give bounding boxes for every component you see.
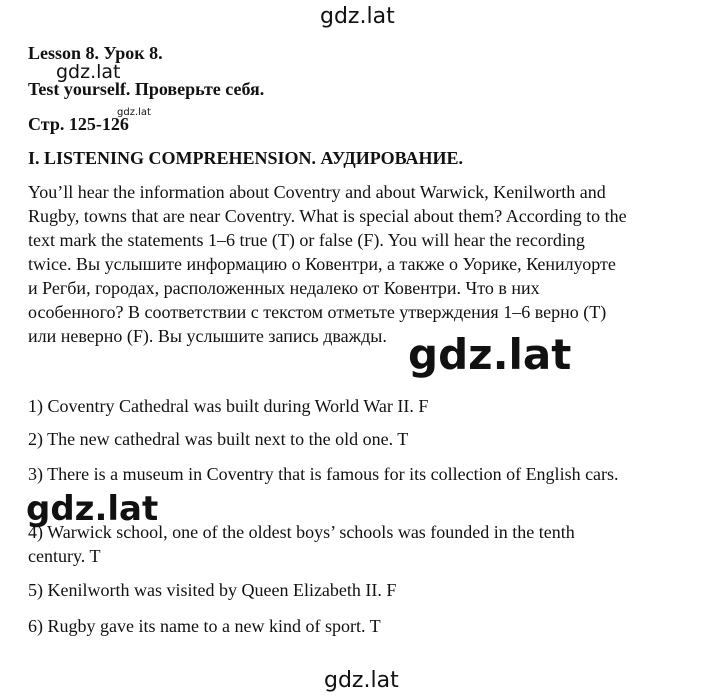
instructions-line: Rugby, towns that are near Coventry. What is special about them? According to the — [28, 206, 627, 226]
instructions-line: You’ll hear the information about Coventry and about Warwick, Kenilworth and — [28, 182, 606, 202]
instructions-line: text mark the statements 1–6 true (T) or false (F). You will hear the recording — [28, 230, 585, 250]
watermark-top: gdz.lat — [320, 4, 395, 29]
watermark-tiny: gdz.lat — [117, 107, 151, 118]
section-heading: I. LISTENING COMPREHENSION. АУДИРОВАНИЕ. — [28, 148, 464, 168]
lesson-heading: Lesson 8. Урок 8. — [28, 43, 163, 63]
watermark-mid: gdz.lat — [26, 489, 159, 529]
instructions-line: и Регби, городах, расположенных недалеко от Ковентри. Что в них — [28, 278, 540, 298]
instructions-line: twice. Вы услышите информацию о Ковентри, а также о Уорике, Кенилуорте — [28, 254, 616, 274]
answer-item-1: 1) Coventry Cathedral was built during World War II. F — [28, 396, 429, 416]
watermark-small: gdz.lat — [56, 61, 121, 83]
answer-item-4-continued: century. T — [28, 546, 101, 566]
instructions-paragraph — [28, 180, 688, 348]
answer-item-5: 5) Kenilworth was visited by Queen Elizabeth II. F — [28, 580, 397, 600]
test-heading: Test yourself. Проверьте себя. — [28, 79, 265, 99]
pages-heading: Стр. 125-126 — [28, 114, 129, 134]
watermark-bottom: gdz.lat — [324, 668, 399, 693]
answer-item-3: 3) There is a museum in Coventry that is famous for its collection of English cars. — [28, 464, 619, 484]
instructions-line: или неверно (F). Вы услышите запись дважды. — [28, 326, 387, 346]
answer-item-4: 4) Warwick school, one of the oldest boys’ schools was founded in the tenth — [28, 522, 575, 542]
answer-item-6: 6) Rugby gave its name to a new kind of sport. T — [28, 616, 381, 636]
instructions-line: особенного? В соответствии с текстом отметьте утверждения 1–6 верно (T) — [28, 302, 607, 322]
watermark-big: gdz.lat — [408, 330, 572, 379]
answer-item-2: 2) The new cathedral was built next to the old one. T — [28, 429, 409, 449]
